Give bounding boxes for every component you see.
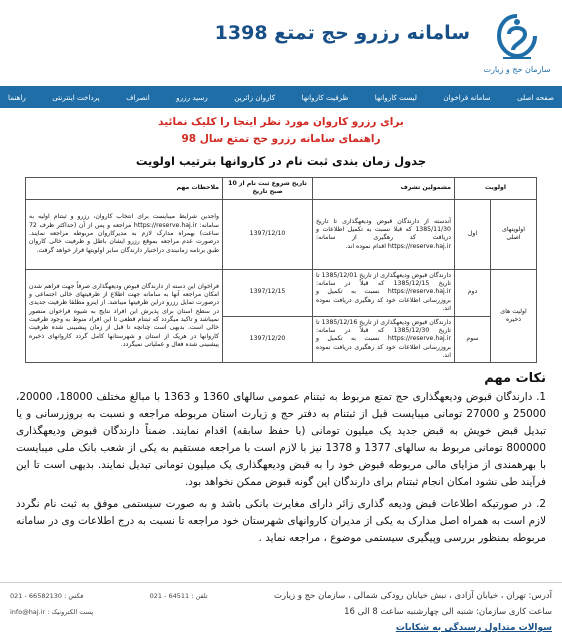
th-responsible: مشمولین تشرف	[313, 178, 455, 200]
header	[0, 0, 562, 86]
nav-reservation-receipt[interactable]: رسید رزرو	[176, 92, 208, 102]
cell-responsible: آندسته از دارندگان قبوض ودیعهگذاری تا تاریخ 1385/11/30 که قبلا نسبت به تکمیل اطلاعات و دریافت کد رهگیری از سامانه: https://reserve.haj.ir اقدام نموده اند.	[313, 199, 455, 269]
note-item: 1. دارندگان قبوض ودیعهگذاری حج تمتع مربوط به ثبتنام عمومی سالهای 1360 و 1363 با مبالغ مختلف 18000، 20000، 25000 و 27000 تومانی میبایست قبل از ثبتنام به دفتر حج و زیارت استان مربوطه مراجعه و نسبت به بروزرسانی و یا تبدیل قبض خویش به قبض جدید یک میلیون تومانی (با حفظ سابقه) اقدام نمایند. ضمناً دارندگان قبوض ودیعهگذاری 800000 تومانی مربوط به سالهای 1377 و 1378 نیز با لازم است با مراجعه مستقیم به یکی از شعب بانک ملی میبایست با بهرهمندی از مزایای مالی مربوطه قبوض خود را به قبض ودیعهگذاری یک میلیون تومانی تبدیل نمایند. بدیهی است تا این فرآیند طی نشود امکان انجام ثبتنام برای دارندگان این گونه قبوض ممکن نخواهد بود.	[16, 391, 547, 488]
cell-notes: فراخوان این دسته از دارندگان قبوض ودیعهگذاری صرفاً جهت فراهم شدن امکان مراجعه آنها به سامانه جهت اطلاع از ظرفیتهای خالی اجتماعی و درصورت تمایل رزرو دراین ظرفیتها میباشد. از اینرو مطلقا ظرفیت جدیدی در سطح استان برای پذیرش این افراد نتایج به شیوه فراخوان منصور نمیباشد و تاکید میگردد که ثبتنام قطعی تا این افراد منوط به وجود ظرفیت خالی است. بدیهی است چنانچه تا قبل از زمان پیشبینی شده ظرفیت کاروانها در هریک از استان و شهرستانها کامل گردد کاروانهای ذخیره پیشبینی شده فعال و عملیاتی نمیگردد.	[26, 269, 223, 363]
cell-date: 1397/12/10	[223, 199, 313, 269]
nav-help[interactable]: راهنما	[8, 92, 26, 102]
cell-sub: اول	[455, 199, 491, 269]
note-item: 2. در صورتیکه اطلاعات قبض ودیعه گذاری زائر دارای مغایرت بانکی باشد و به صورت سیستمی موفق به ثبت نام نگردد لازم است به همراه اصل مدارک به یکی از مدیران کاروانهای شهرستان خود مراجعه تا نسبت به درج اطلاعات وی در سامانه مربوطه بمنظور بررسی وپیگیری سیستمی موضوع ، مراجعه نماید .	[16, 498, 546, 545]
table-row	[26, 199, 537, 269]
footer-row	[10, 620, 552, 636]
cell-group: اولویتهای اصلی	[491, 199, 537, 269]
table-row	[26, 269, 537, 316]
nav-call-system[interactable]: سامانه فراخوان	[443, 92, 491, 102]
footer	[0, 582, 562, 640]
nav-cancellation[interactable]: انصراف	[126, 92, 150, 102]
footer-row	[10, 604, 552, 620]
footer-phone: تلفن : 64511 - 021	[149, 592, 208, 600]
main-nav	[0, 86, 562, 108]
footer-email[interactable]: پست الکترونیک : info@haj.ir	[10, 608, 94, 616]
main-content	[0, 112, 562, 640]
nav-caravan-capacity[interactable]: ظرفیت کاروانها	[301, 92, 349, 102]
cell-notes: واجدین شرایط میبایست برای انتخاب کاروان، رزرو و ثبتنام اولیه به سامانه: https://reserve.haj.ir مراجعه و پس از آن (حداکثر ظرف 72 ساعت) بهمراه مدارک لازم به مدیرکاروان مربوطه مراجعه نمایند. درصورت عدم مراجعه بموقع رزرو ایشان باطل و ظرفیت خالی کاروان طبق برنامه زمانبندی دراختیار دارندگان سایر اولویتها قرار خواهد گرفت.	[26, 199, 223, 269]
notes-title: نکات مهم	[484, 371, 546, 387]
site-title: سامانه رزرو حج تمتع 1398	[214, 22, 470, 44]
reserve-link[interactable]: برای رزرو کاروان مورد نظر اینجا را کلیک نمائید	[158, 116, 404, 128]
nav-pilgrim-caravan[interactable]: کاروان زائرین	[234, 92, 276, 102]
cell-group: اولیت های ذخیره	[491, 269, 537, 363]
footer-fax: فکس : 66582130 - 021	[10, 592, 84, 600]
guide-link[interactable]: راهنمای سامانه رزرو حج تمتع سال 98	[181, 133, 381, 145]
th-notes: ملاحظات مهم	[26, 178, 223, 200]
th-priority: اولویت	[455, 178, 537, 200]
haj-logo-icon	[491, 12, 543, 64]
nav-caravan-list[interactable]: لیست کاروانها	[374, 92, 417, 102]
table-header-row	[26, 178, 537, 200]
nav-home[interactable]: صفحه اصلی	[517, 92, 554, 102]
cell-date: 1397/12/15	[223, 269, 313, 316]
faq-link[interactable]: سوالات متداول رسیدگی به شکایات	[395, 623, 552, 633]
cell-sub: دوم	[455, 269, 491, 316]
schedule-table	[25, 177, 537, 363]
site-logo[interactable]	[480, 6, 554, 80]
cell-responsible: دارندگان قبوض ودیعهگذاری از تاریخ 1385/12/16 تا تاریخ 1385/12/30 که قبلاً در سامانه: https://reserve.haj.ir نسبت به تکمیل و بروزرسانی اطلاعات خود کد رهگیری دریافت نموده اند.	[313, 316, 455, 363]
footer-row	[10, 588, 552, 604]
footer-hours: ساعت کاری سازمان: شنبه الی چهارشنبه ساعت 8 الی 16	[344, 607, 552, 617]
schedule-heading: جدول زمان بندی ثبت نام در کاروانها بترتیب اولویت	[135, 154, 427, 168]
cell-date: 1397/12/20	[223, 316, 313, 363]
cell-responsible: دارندگان قبوض ودیعهگذاری از تاریخ 1385/12/01 تا تاریخ 1385/12/15 که قبلاً در سامانه: https://reserve.haj.ir نسبت به تکمیل و بروزرسانی اطلاعات خود کد رهگیری دریافت نموده اند.	[313, 269, 455, 316]
cell-sub: سوم	[455, 316, 491, 363]
logo-caption: سازمان حج و زیارت	[483, 65, 551, 74]
footer-address: آدرس: تهران ، خیابان آزادی ، نبش خیابان رودکی شمالی ، سازمان حج و زیارت	[273, 591, 552, 601]
th-date: تاریخ شروع ثبت نام از 10 صبح تاریخ	[223, 178, 313, 200]
nav-online-payment[interactable]: پرداخت اینترنتی	[52, 92, 100, 102]
